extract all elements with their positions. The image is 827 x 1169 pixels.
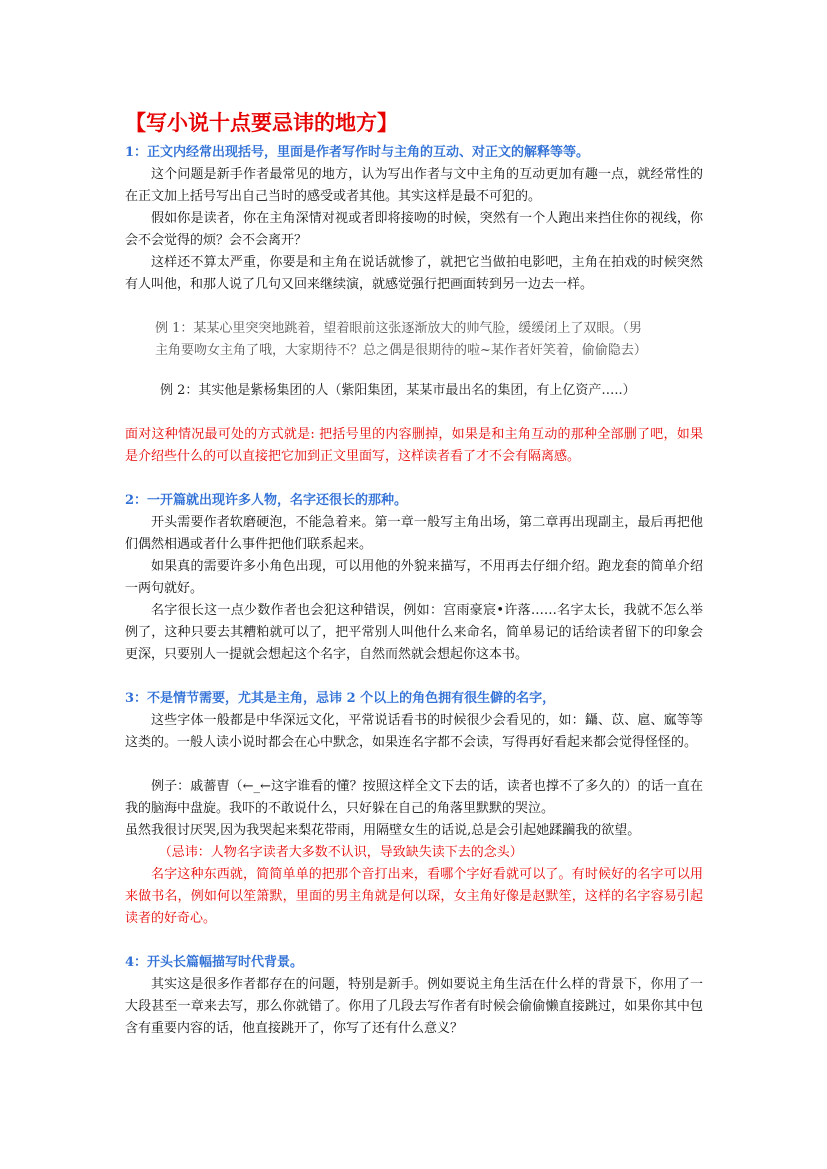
spacer bbox=[125, 402, 703, 424]
section-3-paragraph-1: 这些字体一般都是中华深远文化，平常说话看书的时候很少会看见的，如：鑷、苡、扈、寙等等这类的。一般人读小说时都会在心中默念，如果连名字都不会读，写得再好看起来都会觉得怪怪的。 bbox=[125, 713, 703, 750]
section-2-paragraph-2: 如果真的需要许多小角色出现，可以用他的外貌来描写，不用再去仔细介绍。跑龙套的简单介绍一两句就好。 bbox=[125, 559, 703, 596]
section-1-heading: 1：正文内经常出现括号，里面是作者写作时与主角的互动、对正文的解释等等。 bbox=[125, 145, 590, 160]
document-title: 【写小说十点要忌讳的地方】 bbox=[125, 110, 398, 135]
section-3-heading: 3：不是情节需要，尤其是主角，忌讳 2 个以上的角色拥有很生僻的名字， bbox=[125, 691, 556, 706]
section-1-example-2: 例 2：其实他是紫杨集团的人（紫阳集团，某某市最出名的集团，有上亿资产…..） bbox=[160, 383, 636, 398]
document-page bbox=[125, 108, 703, 1040]
section-1-paragraph-1: 这个问题是新手作者最常见的地方，认为写出作者与文中主角的互动更加有趣一点，就经常性的在正文加上括号写出自己当时的感受或者其他。其实这样是最不可犯的。 bbox=[125, 167, 703, 204]
section-3-advice: 名字这种东西就，简简单单的把那个音打出来，看哪个字好看就可以了。有时候好的名字可以用来做书名，例如何以笙箫默，里面的男主角就是何以琛，女主角好像是赵默笙，这样的名字容易引起读者的好奇心。 bbox=[125, 867, 703, 926]
spacer bbox=[125, 666, 703, 688]
spacer bbox=[125, 754, 703, 776]
spacer bbox=[125, 468, 703, 490]
example-1-line-1: 例 1：某某心里突突地跳着，望着眼前这张逐渐放大的帅气脸，缓缓闭上了双眼。（男 bbox=[155, 321, 642, 336]
section-4-heading: 4：开头长篇幅描写时代背景。 bbox=[125, 955, 304, 970]
section-2-heading: 2：一开篇就出现许多人物，名字还很长的那种。 bbox=[125, 493, 408, 508]
section-1-paragraph-3: 这样还不算太严重，你要是和主角在说话就惨了，就把它当做拍电影吧，主角在拍戏的时候突然有人叫他，和那人说了几句又回来继续演，就感觉强行把画面转到另一边去一样。 bbox=[125, 255, 703, 292]
section-4-paragraph-1: 其实这是很多作者都存在的问题，特别是新手。例如要说主角生活在什么样的背景下，你用了一大段甚至一章来去写，那么你就错了。你用了几段去写作者有时候会偷偷懒直接跳过，如果你其中包含有重要内容的话，他直接跳开了，你写了还有什么意义？ bbox=[125, 977, 703, 1036]
example-1-line-2: 主角要吻女主角了哦，大家期待不？总之偶是很期待的啦~某作者奸笑着，偷偷隐去） bbox=[155, 343, 647, 358]
section-3-note: （忌讳：人物名字读者大多数不认识，导致缺失读下去的念头） bbox=[158, 845, 523, 860]
section-1-example-1 bbox=[125, 318, 703, 362]
section-2-paragraph-1: 开头需要作者软磨硬泡，不能急着来。第一章一般写主角出场，第二章再出现副主，最后再把他们偶然相遇或者什么事件把他们联系起来。 bbox=[125, 515, 703, 552]
section-1-paragraph-2: 假如你是读者，你在主角深情对视或者即将接吻的时候，突然有一个人跑出来挡住你的视线，你会不会觉得的烦？会不会离开？ bbox=[125, 211, 703, 248]
spacer bbox=[125, 930, 703, 952]
section-1-solution: 面对这种情况最可处的方式就是: 把括号里的内容删掉，如果是和主角互动的那种全部删了吧，如果是介绍些什么的可以直接把它加到正文里面写，这样读者看了才不会有隔离感。 bbox=[125, 427, 703, 464]
section-2-paragraph-3: 名字很长这一点少数作者也会犯这种错误，例如：宫雨豪宸•许落……名字太长，我就不怎么举例了，这种只要去其糟粕就可以了，把平常别人叫他什么来命名，简单易记的话给读者留下的印象会更深，只要别人一提就会想起这个名字，自然而然就会想起你这本书。 bbox=[125, 603, 703, 662]
section-3-example: 例子：戚薔曺（←_←这字谁看的懂？按照这样全文下去的话，读者也撑不了多久的）的话一直在我的脑海中盘旋。我吓的不敢说什么，只好躲在自己的角落里默默的哭泣。 bbox=[125, 779, 703, 816]
section-3-example-continued: 虽然我很讨厌哭,因为我哭起来梨花带雨，用隔壁女生的话说,总是会引起她蹂躏我的欲望。 bbox=[125, 823, 641, 838]
